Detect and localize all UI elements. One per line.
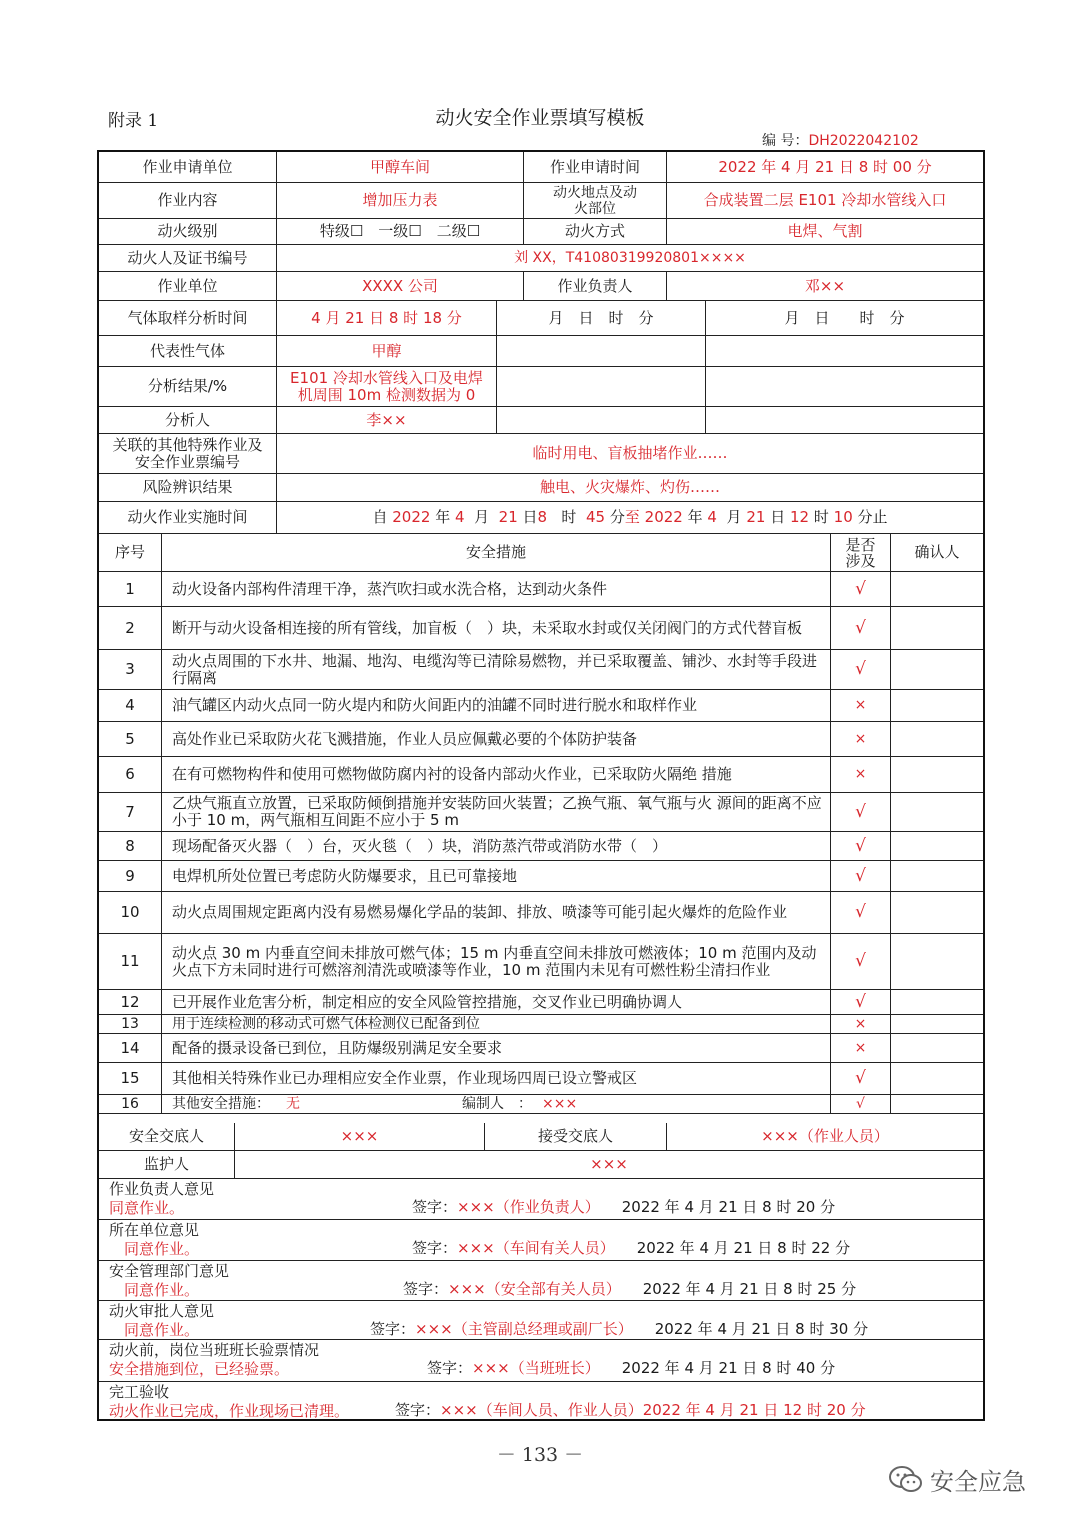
signature-value: ×××（车间人员、作业人员）2022 年 4 月 21 日 12 时 20 分 [440, 1401, 866, 1419]
opinion-label: 安全管理部门意见 [109, 1262, 230, 1280]
measure-text: 在有可燃物构件和使用可燃物做防腐内衬的设备内部动火作业，已采取防火隔绝 措施 [162, 757, 831, 792]
opinion-value[interactable]: 同意作业。 [124, 1281, 200, 1299]
confirm-field[interactable] [891, 650, 983, 689]
measure-text: 动火点周围的下水井、地漏、地沟、电缆沟等已清除易燃物，并已采取覆盖、铺沙、水封等手段进行隔离 [162, 650, 831, 689]
method-field[interactable]: 电焊、气割 [787, 222, 863, 240]
apply-time-field[interactable]: 2022 年 4 月 21 日 8 时 00 分 [718, 157, 932, 176]
involved-mark[interactable]: √ [831, 1063, 891, 1094]
measure-text[interactable] [162, 1095, 831, 1113]
opinion-value[interactable]: 安全措施到位，已经验票。 [109, 1360, 290, 1378]
opinion-row [99, 1179, 983, 1220]
impl-start-year: 2022 [392, 508, 431, 526]
table-row [99, 1015, 983, 1034]
measure-text: 其他相关特殊作业已办理相应安全作业票，作业现场四周已设立警戒区 [162, 1063, 831, 1094]
row-guardian [99, 1151, 983, 1179]
measure-no: 13 [99, 1015, 162, 1033]
handover-giver-field[interactable]: ××× [235, 1123, 485, 1150]
handover-receiver-field[interactable]: ×××（作业人员） [761, 1127, 889, 1145]
measure-no: 11 [99, 934, 162, 989]
level-options[interactable]: 特级☐ 一级☐ 二级☐ [277, 219, 524, 244]
measure-no: 2 [99, 607, 162, 649]
serial-number [762, 130, 919, 150]
signature-label: 签字： [412, 1239, 458, 1257]
wechat-icon [888, 1465, 924, 1495]
analyst-label: 分析人 [99, 407, 277, 433]
table-row [99, 757, 983, 793]
signature-time: 2022 年 4 月 21 日 8 时 20 分 [621, 1198, 836, 1216]
table-row [99, 892, 983, 934]
measure-no: 15 [99, 1063, 162, 1094]
signature-time: 2022 年 4 月 21 日 8 时 40 分 [621, 1359, 836, 1377]
confirm-field[interactable] [891, 892, 983, 933]
involved-mark[interactable]: √ [831, 990, 891, 1014]
location-field[interactable]: 合成装置二层 E101 冷却水管线入口 [703, 191, 947, 209]
opinion-row [99, 1261, 983, 1301]
measure-text: 用于连续检测的移动式可燃气体检测仪已配备到位 [162, 1015, 831, 1033]
impl-end-hour-unit: 时 [813, 508, 829, 526]
measure-other-value: 无 [286, 1095, 300, 1112]
work-unit-field[interactable]: XXXX 公司 [277, 272, 524, 300]
row-related [99, 434, 983, 474]
signature-value: ×××（当班班长） [472, 1359, 600, 1377]
confirm-field[interactable] [891, 934, 983, 989]
measure-text: 现场配备灭火器（ ）台，灭火毯（ ）块，消防蒸汽带或消防水带（ ） [162, 832, 831, 860]
impl-end-hour: 12 [789, 508, 810, 526]
confirm-field[interactable] [891, 1015, 983, 1033]
row-impl-time [99, 502, 983, 534]
apply-unit-field[interactable]: 甲醇车间 [277, 152, 524, 182]
measure-text: 断开与动火设备相连接的所有管线，加盲板（ ）块，未采取水封或仅关闭阀门的方式代替盲板 [162, 607, 831, 649]
signature-label: 签字： [370, 1320, 416, 1338]
confirm-field[interactable] [891, 757, 983, 792]
impl-start-minute: 45 [585, 508, 606, 526]
row-gas [99, 336, 983, 367]
signature-label: 签字： [412, 1198, 458, 1216]
confirm-field[interactable] [891, 861, 983, 891]
involved-mark[interactable]: √ [831, 1095, 891, 1113]
table-row [99, 861, 983, 892]
sample-time-1[interactable]: 4 月 21 日 8 时 18 分 [277, 301, 497, 335]
impl-hour-unit: 时 [561, 508, 577, 526]
col-measure-header: 安全措施 [162, 534, 831, 571]
opinion-signature[interactable] [370, 1320, 868, 1338]
handover-giver-label: 安全交底人 [99, 1123, 235, 1150]
involved-mark[interactable]: √ [831, 832, 891, 860]
handover-receiver-label: 接受交底人 [485, 1123, 667, 1150]
related-field[interactable]: 临时用电、盲板抽堵作业…… [532, 444, 728, 462]
signature-label: 签字： [403, 1280, 449, 1298]
appendix-label: 附录 1 [108, 111, 159, 131]
confirm-field[interactable] [891, 722, 983, 756]
table-row [99, 1095, 983, 1114]
level-label: 动火级别 [99, 219, 277, 244]
measure-no: 7 [99, 793, 162, 831]
impl-month-unit: 月 [474, 508, 490, 526]
signature-time: 2022 年 4 月 21 日 8 时 30 分 [654, 1320, 869, 1338]
impl-end-month-unit: 月 [726, 508, 742, 526]
signature-label: 签字： [427, 1359, 473, 1377]
result-field-3[interactable] [706, 367, 983, 406]
impl-start-hour: 8 [537, 508, 548, 526]
signature-label: 签字： [395, 1401, 441, 1419]
signature-value: ×××（车间有关人员） [457, 1239, 615, 1257]
impl-day-unit: 日 [522, 508, 538, 526]
guardian-label: 监护人 [99, 1151, 235, 1178]
opinion-value[interactable]: 同意作业。 [124, 1321, 200, 1339]
impl-start-month: 4 [455, 508, 465, 526]
measures-header [99, 534, 983, 572]
signature-value: ×××（主管副总经理或副厂长） [415, 1320, 633, 1338]
involved-mark[interactable]: × [831, 1015, 891, 1033]
opinion-row [99, 1382, 983, 1421]
table-row [99, 793, 983, 832]
involved-mark[interactable]: √ [831, 793, 891, 831]
measure-text: 动火设备内部构件清理干净，蒸汽吹扫或水洗合格，达到动火条件 [162, 572, 831, 606]
opinion-signature[interactable] [412, 1198, 835, 1216]
col-no-header: 序号 [99, 534, 162, 571]
content-label: 作业内容 [99, 183, 277, 218]
table-row [99, 832, 983, 861]
measure-no: 12 [99, 990, 162, 1014]
involved-mark[interactable]: × [831, 722, 891, 756]
opinion-label: 动火审批人意见 [109, 1302, 215, 1320]
table-row [99, 1063, 983, 1095]
row-person [99, 245, 983, 272]
serial-value: DH2022042102 [808, 133, 919, 149]
table-row [99, 690, 983, 722]
opinion-label: 动火前，岗位当班班长验票情况 [109, 1341, 320, 1359]
impl-from: 自 [372, 508, 388, 526]
gas-field[interactable] [277, 336, 497, 366]
risk-label: 风险辨识结果 [99, 474, 277, 501]
result-label: 分析结果/% [99, 367, 277, 406]
opinion-row [99, 1301, 983, 1340]
opinion-value[interactable]: 同意作业。 [124, 1240, 200, 1258]
gas-field-3[interactable] [706, 336, 983, 366]
measure-text: 动火点 30 m 内垂直空间未排放可燃气体；15 m 内垂直空间未排放可燃液体；10 m 范围内及动火点下方未同时进行可燃溶剂清洗或喷漆等作业，10 m 范围内未见有可燃性粉尘清扫作业 [162, 934, 831, 989]
measure-other-label: 其他安全措施： [172, 1095, 270, 1112]
confirm-field[interactable] [891, 793, 983, 831]
involved-mark[interactable]: √ [831, 650, 891, 689]
confirm-field[interactable] [891, 832, 983, 860]
measure-no: 14 [99, 1034, 162, 1062]
measure-text: 动火点周围规定距离内没有易燃易爆化学品的装卸、排放、喷漆等可能引起火爆炸的危险作业 [162, 892, 831, 933]
confirm-field[interactable] [891, 1095, 983, 1113]
leader-label: 作业负责人 [524, 272, 667, 300]
author-value: ××× [542, 1095, 578, 1112]
opinion-signature[interactable] [395, 1401, 888, 1419]
impl-end-year: 2022 [644, 508, 683, 526]
confirm-field[interactable] [891, 990, 983, 1014]
opinion-value[interactable]: 动火作业已完成，作业现场已清理。 [109, 1402, 350, 1420]
involved-mark[interactable]: × [831, 690, 891, 721]
row-risk [99, 474, 983, 502]
confirm-field[interactable] [891, 1034, 983, 1062]
author-label: 编制人 ： [462, 1095, 532, 1112]
confirm-field[interactable] [891, 1063, 983, 1094]
signature-value: ×××（作业负责人） [457, 1198, 600, 1216]
watermark [888, 1462, 1026, 1497]
signature-value: ×××（安全部有关人员） [448, 1280, 621, 1298]
gas-field-2[interactable] [497, 336, 706, 366]
impl-end-day: 21 [746, 508, 766, 526]
involved-mark[interactable]: × [831, 1034, 891, 1062]
gas-label: 代表性气体 [99, 336, 277, 366]
work-unit-label: 作业单位 [99, 272, 277, 300]
table-row [99, 934, 983, 990]
page-number: － 133 － [496, 1444, 584, 1466]
table-row [99, 607, 983, 650]
impl-year-unit: 年 [435, 508, 451, 526]
row-level [99, 219, 983, 245]
involved-mark[interactable]: √ [831, 861, 891, 891]
analyst-field-3[interactable] [706, 407, 983, 433]
result-field[interactable]: E101 冷却水管线入口及电焊机周围 10m 检测数据为 0 [277, 367, 497, 406]
row-handover [99, 1123, 983, 1151]
impl-end-day-unit: 日 [770, 508, 786, 526]
row-result [99, 367, 983, 407]
measure-no: 8 [99, 832, 162, 860]
table-row [99, 1034, 983, 1063]
involved-mark[interactable]: √ [831, 892, 891, 933]
impl-end-minute: 10 [833, 508, 853, 526]
gas-value: 甲醇 [371, 341, 402, 360]
involved-mark[interactable]: × [831, 757, 891, 792]
col-involved-header: 是否涉及 [831, 534, 891, 571]
apply-unit-label: 作业申请单位 [99, 152, 277, 182]
row-apply [99, 152, 983, 183]
measure-no: 4 [99, 690, 162, 721]
watermark-text: 安全应急 [930, 1468, 1026, 1496]
measure-text: 乙炔气瓶直立放置，已采取防倾倒措施并安装防回火装置；乙换气瓶、氧气瓶与火 源间的距离不应小于 10 m，两气瓶相互间距不应小于 5 m [162, 793, 831, 831]
measure-no: 9 [99, 861, 162, 891]
page-title: 动火安全作业票填写模板 [435, 107, 645, 129]
measure-text: 电焊机所处位置已考虑防火防爆要求，且已可靠接地 [162, 861, 831, 891]
impl-start-day: 21 [498, 508, 518, 526]
impl-end-month: 4 [707, 508, 717, 526]
related-label: 关联的其他特殊作业及安全作业票编号 [99, 434, 277, 473]
signature-time: 2022 年 4 月 21 日 8 时 22 分 [636, 1239, 851, 1257]
table-row [99, 650, 983, 690]
table-row [99, 572, 983, 607]
measure-text: 高处作业已采取防火花飞溅措施，作业人员应佩戴必要的个体防护装备 [162, 722, 831, 756]
sample-time-label: 气体取样分析时间 [99, 301, 277, 335]
measure-text: 配备的摄录设备已到位，且防爆级别满足安全要求 [162, 1034, 831, 1062]
opinion-label: 作业负责人意见 [109, 1180, 215, 1198]
impl-to: 至 [624, 508, 640, 526]
risk-field[interactable]: 触电、火灾爆炸、灼伤…… [539, 478, 720, 496]
measure-no: 1 [99, 572, 162, 606]
row-work-unit [99, 272, 983, 301]
measure-text: 已开展作业危害分析，制定相应的安全风险管控措施，交叉作业已明确协调人 [162, 990, 831, 1014]
measure-no: 10 [99, 892, 162, 933]
confirm-field[interactable] [891, 690, 983, 721]
involved-mark[interactable]: √ [831, 607, 891, 649]
leader-field[interactable]: 邓×× [804, 276, 846, 295]
measure-text: 油气罐区内动火点同一防火堤内和防火间距内的油罐不同时进行脱水和取样作业 [162, 690, 831, 721]
serial-label: 编 号： [762, 133, 809, 149]
analyst-field[interactable]: 李×× [277, 407, 497, 433]
row-content [99, 183, 983, 219]
permit-form [97, 150, 985, 1421]
involved-mark[interactable]: √ [831, 572, 891, 606]
impl-time-label: 动火作业实施时间 [99, 502, 277, 533]
impl-minute-unit: 分 [609, 508, 625, 526]
confirm-field[interactable] [891, 572, 983, 606]
row-sample-time [99, 301, 983, 336]
row-analyst [99, 407, 983, 434]
method-label: 动火方式 [524, 219, 667, 244]
sample-time-2[interactable]: 月 日 时 分 [497, 301, 706, 335]
impl-time-field[interactable] [277, 502, 983, 533]
person-field[interactable]: 刘 XX，T41080319920801×××× [514, 249, 746, 266]
signature-time: 2022 年 4 月 21 日 8 时 25 分 [642, 1280, 857, 1298]
location-label: 动火地点及动火部位 [524, 183, 667, 218]
content-field[interactable]: 增加压力表 [277, 183, 524, 218]
opinion-signature[interactable] [412, 1239, 850, 1257]
measure-no: 5 [99, 722, 162, 756]
guardian-field[interactable]: ××× [590, 1155, 628, 1173]
measure-no: 16 [99, 1095, 162, 1113]
confirm-field[interactable] [891, 607, 983, 649]
opinion-row [99, 1220, 983, 1261]
opinion-label: 完工验收 [109, 1383, 170, 1401]
table-row [99, 722, 983, 757]
measure-no: 6 [99, 757, 162, 792]
opinion-value[interactable]: 同意作业。 [109, 1199, 185, 1217]
person-label: 动火人及证书编号 [99, 245, 277, 271]
measure-no: 3 [99, 650, 162, 689]
col-confirm-header: 确认人 [914, 543, 960, 561]
impl-end-suffix: 分止 [857, 508, 888, 526]
opinion-signature[interactable] [403, 1280, 856, 1298]
impl-end-year-unit: 年 [687, 508, 703, 526]
sample-time-3[interactable]: 月 日 时 分 [784, 308, 905, 327]
opinion-row [99, 1340, 983, 1382]
opinion-signature[interactable] [427, 1359, 835, 1377]
table-row [99, 990, 983, 1015]
opinion-label: 所在单位意见 [109, 1221, 200, 1239]
apply-time-label: 作业申请时间 [524, 152, 667, 182]
involved-mark[interactable]: √ [831, 934, 891, 989]
result-field-2[interactable] [497, 367, 706, 406]
analyst-field-2[interactable] [497, 407, 706, 433]
